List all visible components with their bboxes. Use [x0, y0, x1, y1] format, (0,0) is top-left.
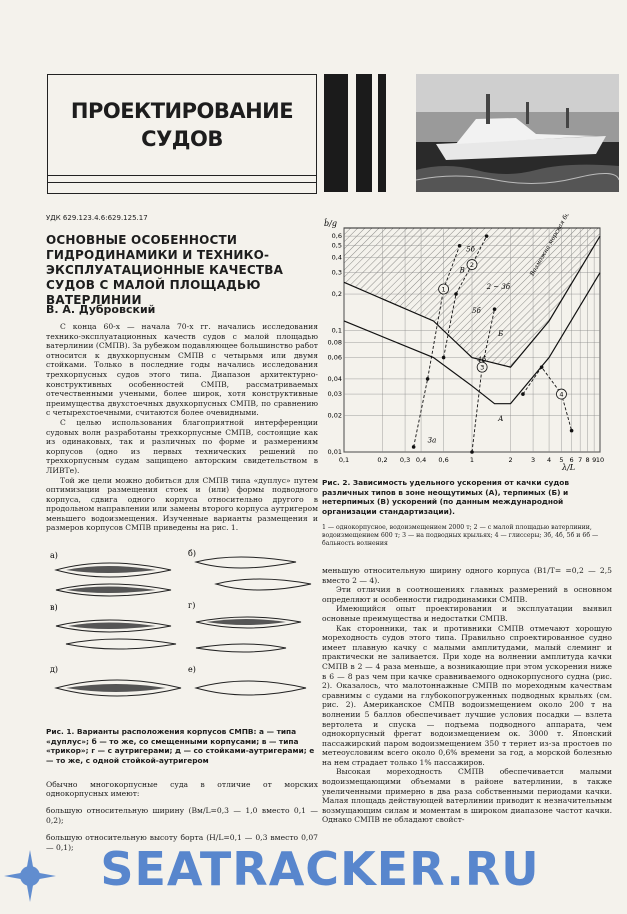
- y-tick-label: 0,4: [331, 253, 342, 262]
- y-tick-label: 0,2: [331, 290, 342, 299]
- header-stripes: [320, 74, 412, 192]
- ship-photo: [416, 74, 619, 192]
- y-tick-label: 0,04: [327, 374, 342, 383]
- paragraph: Как сторонники, так и противники СМПВ отмечают хорошую мореходность судов этого типа. Правильно спроектированное судно имеет плавную качку с малыми амплитудами, малый слеминг и практически не заливается. При ходе на волнении амплитуда качки СМПВ в 2 — 4 раза меньше, а возникающие при этом ускорения ниже в 6 — 8 раз чем при качке сравниваемого однокорпусного судна (рис. 2). Оказалось, что малотоннажные СМПВ по мореходным качествам сравнимы с судами на глубокопогруженных подводных крыльях (см. рис. 2). Американское СМПВ водоизмещением около 200 т на волнении 5 баллов обеспечивает лучшие условия посадки — взлета вертолета и спуска — подъема подводного аппарата, чем однокорпусный фрегат водоизмещением ок. 3000 т. Японский пассажирский паром водоизмещением 350 т теряет из-за простоев по метеоусловиям всего около 0,6% времени за год, а морской болезнью на нем страдает только 1% пассажиров.: [322, 623, 612, 767]
- x-tick-label: 0,4: [415, 456, 427, 464]
- fig1-label-e: д): [50, 665, 59, 674]
- data-point: [485, 234, 489, 238]
- paragraph: Той же цели можно добиться для СМПВ типа «дуплус» путем оптимизации размещения стоек и (или) формы подводного корпуса, сдвига одного корпуса относительно другого в продольном направлении или замены второго корпуса аутригером меньшего водоизмещения. Изученные варианты размещения и размеров корпусов СМПВ приведены на рис. 1.: [46, 475, 318, 533]
- data-point: [426, 377, 430, 381]
- fig1-label-a: а): [50, 551, 58, 560]
- y-tick-label: 0,01: [327, 448, 342, 456]
- series-label: 3: [480, 363, 485, 372]
- paragraph: большую относительную ширину (Bм/L=0,3 — 1,0 вместо 0,1 — 0,2);: [46, 806, 318, 825]
- title-line-1: ПРОЕКТИРОВАНИЕ: [70, 99, 294, 123]
- paragraph: Эти отличия в соотношениях главных размерений в основном определяют и особенности гидродинамики СМПВ.: [322, 585, 612, 604]
- x-tick-label: 2: [508, 456, 513, 464]
- chart-annotation: Б: [498, 330, 504, 339]
- x-tick-label: 9: [592, 456, 597, 464]
- paragraph: С конца 60-х — начала 70-х гг. начались исследования технико-эксплуатационных качеств судов с малой площадью ватерлинии (СМПВ). За рубежом подавляющее большинство работ относится к двухкорпусным СМПВ с четырьмя или двумя стойками. Только в последние годы начались исследования трехкорпусных судов этого типа. Диапазон архитектурно-конструктивных особенностей СМПВ, рассматриваемых отечественными учеными, более широк, хотя конструктивные преимущества двухстоечных двухкорпусных СМПВ, по сравнению с четырехстоечными, считаются более очевидными.: [46, 322, 318, 418]
- x-tick-label: 1: [469, 456, 475, 464]
- data-point: [412, 445, 416, 449]
- paragraph: Имеющийся опыт проектирования и эксплуатации выявил основные преимущества и недостатки СМПВ.: [322, 604, 612, 623]
- paragraph: Высокая мореходность СМПВ обеспечивается малыми водоизмещающими объемами в районе ватерлинии, в также увеличенными примерно в два раза собственными периодами качки. Малая площадь действующей ватерлинии приводит к незначительным возмущающим силам и моментам в широком диапазоне частот качки. Однако СМПВ не обладают свойст-: [322, 767, 612, 825]
- x-tick-label: 4: [546, 456, 552, 464]
- y-tick-label: 0,5: [331, 241, 342, 250]
- series-label: 2: [469, 261, 475, 270]
- x-tick-label: 5: [559, 456, 564, 464]
- y-tick-label: 0,06: [327, 353, 342, 362]
- chart-annotation: 3а: [427, 436, 437, 445]
- header-box: [47, 74, 317, 194]
- data-point: [521, 392, 525, 396]
- paragraph: меньшую относительную ширину одного корпуса (B1/T= =0,2 — 2,5 вместо 2 — 4).: [322, 566, 612, 585]
- y-tick-label: 0,03: [327, 390, 342, 399]
- chart-annotation: 2 ~ 3б: [486, 283, 511, 292]
- y-tick-label: 0,3: [331, 268, 342, 277]
- paragraph: С целью использования благоприятной интерференции судовых волн разработаны трехкорпусные СМПВ, состоящие как из одинаковых, так и различных по форме и размерениям корпусов (одно из первых технических решений по трехкорпусным судам защищено авторским свидетельством в ЛИВТе).: [46, 417, 318, 475]
- fig1-label-b: б): [188, 549, 196, 558]
- figure-2-chart: [322, 214, 612, 476]
- data-point: [454, 292, 458, 296]
- data-point: [442, 356, 446, 360]
- title-line-2: СУДОВ: [141, 127, 223, 151]
- chart-annotation: 4б: [477, 356, 487, 365]
- data-point: [470, 450, 474, 454]
- x-tick-label: 3: [531, 456, 536, 464]
- data-point: [493, 307, 497, 311]
- article-title: ОСНОВНЫЕ ОСОБЕННОСТИ ГИДРОДИНАМИКИ И ТЕХНИКО-ЭКСПЛУАТАЦИОННЫЕ КАЧЕСТВА СУДОВ С МАЛОЙ ПЛОЩАДЬЮ ВАТЕРЛИНИИ: [46, 233, 284, 307]
- x-tick-label: 8: [585, 456, 590, 464]
- data-point: [570, 429, 574, 433]
- series-line-4: [523, 367, 572, 430]
- paragraph: большую относительную высоту борта (H/L=0,1 — 0,3 вместо 0,07 — 0,1);: [46, 833, 318, 852]
- figure-2-caption: Рис. 2. Зависимость удельного ускорения от качки судов различных типов в зоне неощутимых (А), терпимых (Б) и нетерпимых (В) ускорений (по данным международной организации стандартизации).: [322, 478, 570, 516]
- y-axis-label: ḃ/g: [324, 219, 337, 228]
- figure-1-caption: Рис. 1. Варианты расположения корпусов СМПВ: а — типа «дуплус»; б — то же, со смещенными корпусами; в — типа «трикор»; г — с аутригерами; д — со стойками-аутригерами; е — то же, с одной стойкой-аутригером: [46, 727, 315, 765]
- chart-annotation: А: [498, 415, 504, 424]
- chart-annotation: 5б: [472, 306, 481, 315]
- series-label: 4: [559, 390, 564, 399]
- figure-1: [46, 548, 318, 723]
- left-column: [46, 322, 318, 533]
- x-tick-label: 0,2: [377, 456, 388, 464]
- x-tick-label: 7: [578, 456, 583, 464]
- fig1-label-c: в): [50, 603, 58, 612]
- x-tick-label: 6: [569, 456, 574, 464]
- series-label: 1: [441, 285, 446, 294]
- paragraph: Обычно многокорпусные суда в отличие от морских однокорпусных имеют:: [46, 779, 318, 799]
- chart-annotation: В: [459, 266, 465, 275]
- x-tick-label: 0,3: [399, 456, 411, 464]
- x-tick-label: 0,6: [438, 456, 449, 464]
- y-tick-label: 0,6: [331, 232, 342, 241]
- header-rule: [48, 175, 316, 183]
- author: В. А. Дубровский: [46, 303, 156, 316]
- x-tick-label: 0,1: [338, 456, 350, 464]
- y-tick-label: 0,02: [327, 411, 342, 420]
- watermark-text: SEATRACKER.RU: [100, 842, 540, 896]
- y-tick-label: 0,1: [331, 326, 342, 335]
- x-axis-label: λ/L: [562, 463, 576, 472]
- section-title: [48, 97, 316, 153]
- y-tick-label: 0,08: [327, 338, 342, 347]
- udk-code: УДК 629.123.4.6:629.125.17: [46, 214, 148, 222]
- data-point: [458, 244, 462, 248]
- figure-2-legend: 1 — однокорпусное, водоизмещением 2000 т; 2 — с малой площадью ватерлинии, водоизмещением 600 т; 3 — на подводных крыльях; 4 — глиссеры; 3б, 4б, 5б и 6б — бальность волнения: [322, 524, 599, 547]
- chart-annotation: 5б: [466, 245, 475, 254]
- x-tick-label: 10: [595, 456, 605, 464]
- fig1-label-d: г): [188, 601, 196, 610]
- right-column: [322, 566, 612, 825]
- fig1-label-f: е): [188, 665, 196, 674]
